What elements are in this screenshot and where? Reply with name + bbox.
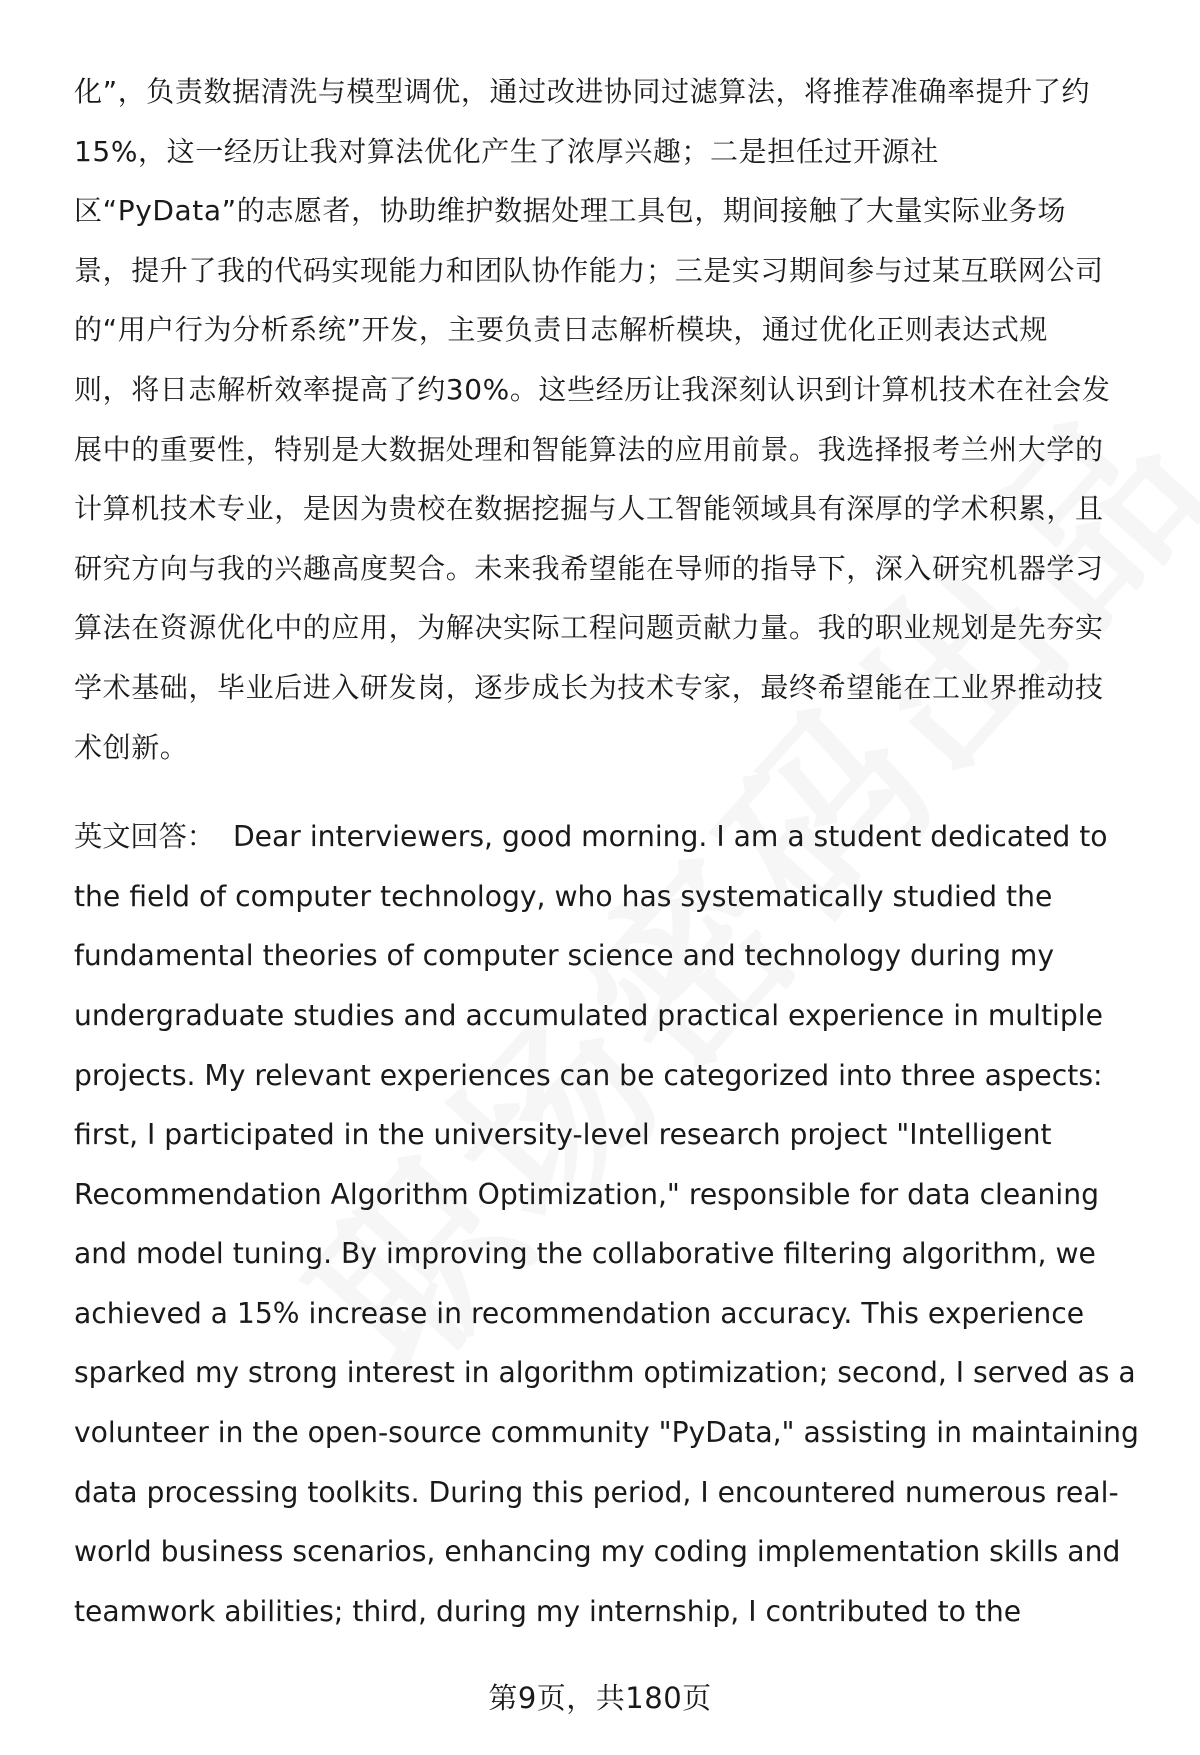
english-line: first, I participated in the university-level research project "Intelligent (74, 1118, 1052, 1152)
english-first-line (74, 807, 1144, 867)
english-line: teamwork abilities; third, during my internship, I contributed to the (74, 1594, 1022, 1628)
english-line: achieved a 15% increase in recommendation accuracy. This experience (74, 1296, 1085, 1330)
chinese-line: 则，将日志解析效率提高了约30%。这些经历让我深刻认识到计算机技术在社会发 (74, 372, 1111, 406)
english-line: volunteer in the open-source community "PyData," assisting in maintaining (74, 1416, 1139, 1450)
english-line: world business scenarios, enhancing my coding implementation skills and (74, 1535, 1121, 1569)
english-answer-label: 英文回答： (74, 820, 215, 854)
chinese-line: 术创新。 (74, 730, 189, 764)
chinese-line: 的“用户行为分析系统”开发，主要负责日志解析模块，通过优化正则表达式规 (74, 313, 1049, 347)
chinese-line: 研究方向与我的兴趣高度契合。未来我希望能在导师的指导下，深入研究机器学习 (74, 551, 1104, 585)
english-line: undergraduate studies and accumulated practical experience in multiple (74, 998, 1103, 1032)
chinese-line: 算法在资源优化中的应用，为解决实际工程问题贡献力量。我的职业规划是先夯实 (74, 611, 1104, 645)
chinese-line: 景，提升了我的代码实现能力和团队协作能力；三是实习期间参与过某互联网公司 (74, 253, 1104, 287)
english-line: projects. My relevant experiences can be categorized into three aspects: (74, 1058, 1103, 1092)
english-line: sparked my strong interest in algorithm optimization; second, I served as a (74, 1356, 1136, 1390)
english-line: Recommendation Algorithm Optimization," responsible for data cleaning (74, 1177, 1099, 1211)
chinese-line: 学术基础，毕业后进入研发岗，逐步成长为技术专家，最终希望能在工业界推动技 (74, 670, 1104, 704)
chinese-line: 化”，负责数据清洗与模型调优，通过改进协同过滤算法，将推荐准确率提升了约 (74, 75, 1091, 108)
english-line: fundamental theories of computer science and technology during my (74, 939, 1055, 973)
english-line: Dear interviewers, good morning. I am a student dedicated to (232, 820, 1108, 854)
english-line: data processing toolkits. During this period, I encountered numerous real- (74, 1475, 1119, 1509)
english-line: the field of computer technology, who has systematically studied the (74, 879, 1053, 913)
chinese-line: 15%，这一经历让我对算法优化产生了浓厚兴趣；二是担任过开源社 (74, 134, 939, 168)
english-answer (74, 807, 1144, 1641)
chinese-line: 区“PyData”的志愿者，协助维护数据处理工具包，期间接触了大量实际业务场 (74, 194, 1067, 228)
page-number: 第9页，共180页 (488, 1681, 712, 1715)
document-page (74, 62, 1144, 1641)
chinese-line: 展中的重要性，特别是大数据处理和智能算法的应用前景。我选择报考兰州大学的 (74, 432, 1104, 466)
chinese-line: 计算机技术专业，是因为贵校在数据挖掘与人工智能领域具有深厚的学术积累，且 (74, 492, 1104, 526)
chinese-answer (74, 62, 1144, 777)
english-line: and model tuning. By improving the collaborative filtering algorithm, we (74, 1237, 1096, 1271)
